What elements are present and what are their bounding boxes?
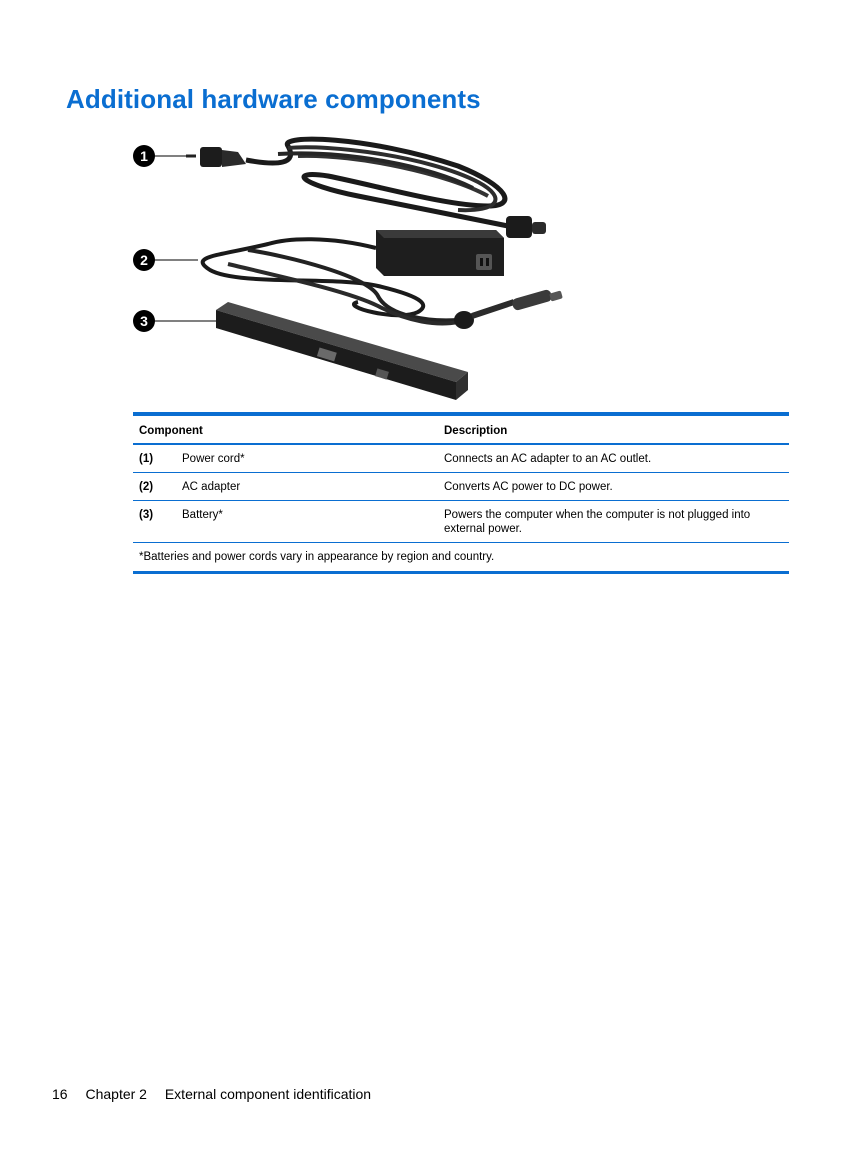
row-description: Powers the computer when the computer is not plugged into external power. xyxy=(438,501,789,543)
section-label: External component identification xyxy=(164,1086,372,1102)
table-row xyxy=(133,501,789,543)
svg-text:1: 1 xyxy=(140,148,148,164)
page-number: 16 xyxy=(52,1086,68,1102)
table-row xyxy=(133,444,789,473)
table-header-row xyxy=(133,416,789,445)
row-component-name: Power cord* xyxy=(176,444,438,473)
hardware-illustration xyxy=(128,126,578,402)
row-number: (3) xyxy=(133,501,176,543)
row-component-name: AC adapter xyxy=(176,473,438,501)
callout-3 xyxy=(133,310,155,332)
column-header-component: Component xyxy=(133,416,438,445)
row-number: (2) xyxy=(133,473,176,501)
battery-image xyxy=(216,302,468,400)
table-footnote: *Batteries and power cords vary in appearance by region and country. xyxy=(133,543,789,573)
callout-2 xyxy=(133,249,155,271)
callout-1 xyxy=(133,145,155,167)
page-title: Additional hardware components xyxy=(66,84,481,114)
svg-text:3: 3 xyxy=(140,313,148,329)
chapter-label: Chapter 2 xyxy=(85,1086,147,1102)
row-component-name: Battery* xyxy=(176,501,438,543)
row-description: Converts AC power to DC power. xyxy=(438,473,789,501)
row-number: (1) xyxy=(133,444,176,473)
column-header-description: Description xyxy=(438,416,789,445)
table-footnote-row xyxy=(133,543,789,573)
row-description: Connects an AC adapter to an AC outlet. xyxy=(438,444,789,473)
hardware-figure xyxy=(128,126,578,402)
page-footer xyxy=(52,1086,385,1102)
table-row xyxy=(133,473,789,501)
power-cord-image xyxy=(186,139,546,238)
svg-text:2: 2 xyxy=(140,252,148,268)
components-table xyxy=(133,412,789,574)
